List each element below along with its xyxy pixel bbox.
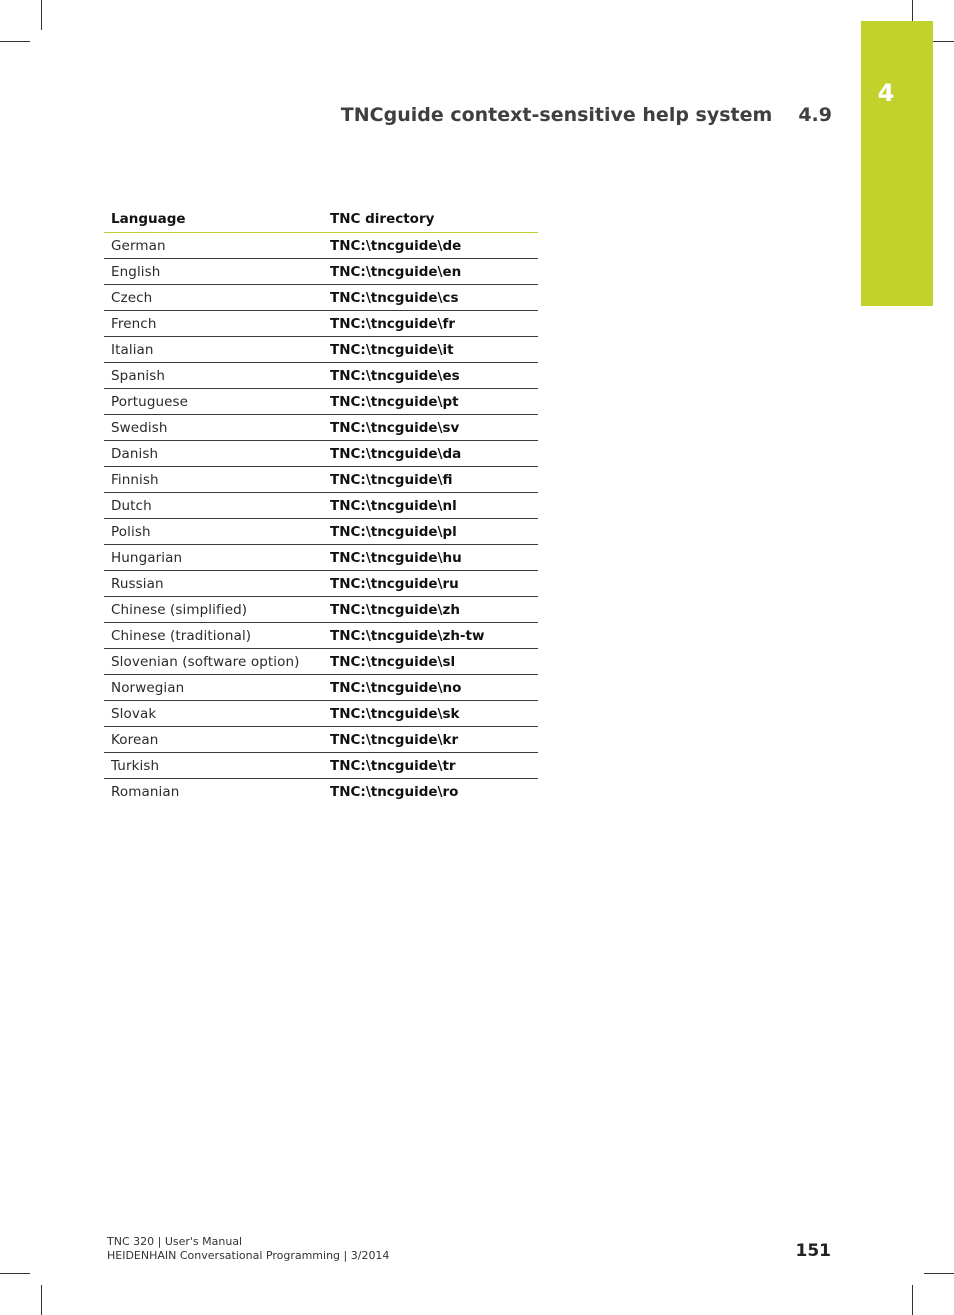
directory-cell: TNC:\tncguide\zh-tw [323,623,538,649]
footer-manual-subtitle: HEIDENHAIN Conversational Programming | 3/2014 [107,1249,390,1262]
running-header [341,104,832,126]
table-row [104,467,538,493]
chapter-tab [861,21,933,306]
table-row [104,285,538,311]
table-row [104,675,538,701]
language-cell: English [104,259,323,285]
table-header-row [104,206,538,233]
footer-manual-title: TNC 320 | User's Manual [107,1235,243,1248]
crop-mark [924,1273,954,1274]
language-cell: Chinese (simplified) [104,597,323,623]
section-number: 4.9 [798,104,832,126]
table-row [104,701,538,727]
language-cell: Danish [104,441,323,467]
crop-mark [0,41,30,42]
table-row [104,363,538,389]
directory-cell: TNC:\tncguide\pt [323,389,538,415]
language-cell: German [104,233,323,259]
language-cell: French [104,311,323,337]
directory-cell: TNC:\tncguide\fr [323,311,538,337]
table-row [104,441,538,467]
language-cell: Norwegian [104,675,323,701]
directory-cell: TNC:\tncguide\en [323,259,538,285]
language-cell: Slovak [104,701,323,727]
table-body [104,233,538,805]
directory-cell: TNC:\tncguide\zh [323,597,538,623]
table-row [104,233,538,259]
language-cell: Russian [104,571,323,597]
language-cell: Turkish [104,753,323,779]
table-row [104,779,538,805]
table-row [104,519,538,545]
table-row [104,337,538,363]
crop-mark [912,1285,913,1315]
language-cell: Czech [104,285,323,311]
crop-mark [0,1273,30,1274]
table-row [104,727,538,753]
language-directory-table [104,206,538,804]
directory-cell: TNC:\tncguide\de [323,233,538,259]
directory-cell: TNC:\tncguide\sl [323,649,538,675]
language-cell: Dutch [104,493,323,519]
language-cell: Hungarian [104,545,323,571]
language-cell: Polish [104,519,323,545]
directory-cell: TNC:\tncguide\hu [323,545,538,571]
chapter-number: 4 [877,79,895,107]
directory-cell: TNC:\tncguide\es [323,363,538,389]
directory-cell: TNC:\tncguide\pl [323,519,538,545]
language-cell: Portuguese [104,389,323,415]
language-cell: Finnish [104,467,323,493]
language-cell: Slovenian (software option) [104,649,323,675]
directory-cell: TNC:\tncguide\kr [323,727,538,753]
directory-cell: TNC:\tncguide\fi [323,467,538,493]
table-row [104,649,538,675]
table-row [104,623,538,649]
directory-cell: TNC:\tncguide\no [323,675,538,701]
directory-cell: TNC:\tncguide\sk [323,701,538,727]
crop-mark [41,0,42,30]
table-row [104,415,538,441]
directory-cell: TNC:\tncguide\ru [323,571,538,597]
language-cell: Italian [104,337,323,363]
language-cell: Romanian [111,783,180,800]
section-title: TNCguide context-sensitive help system [340,104,773,126]
directory-cell: TNC:\tncguide\da [323,441,538,467]
directory-cell: TNC:\tncguide\sv [323,415,538,441]
table-row [104,571,538,597]
directory-cell: TNC:\tncguide\it [323,337,538,363]
language-cell: Swedish [104,415,323,441]
directory-cell: TNC:\tncguide\nl [323,493,538,519]
crop-mark [41,1285,42,1315]
table-row [104,597,538,623]
language-cell: Spanish [104,363,323,389]
table-row [104,753,538,779]
column-header-directory: TNC directory [323,206,538,233]
page-number: 151 [795,1241,831,1261]
directory-cell: TNC:\tncguide\cs [323,285,538,311]
table-row [104,259,538,285]
table-row [104,493,538,519]
table-row [104,545,538,571]
footer-info [107,1235,389,1263]
column-header-language: Language [104,206,323,233]
directory-cell: TNC:\tncguide\tr [323,753,538,779]
language-cell: Chinese (traditional) [104,623,323,649]
table-row [104,311,538,337]
table-row [104,389,538,415]
language-cell: Korean [104,727,323,753]
directory-cell: TNC:\tncguide\ro [330,783,459,800]
